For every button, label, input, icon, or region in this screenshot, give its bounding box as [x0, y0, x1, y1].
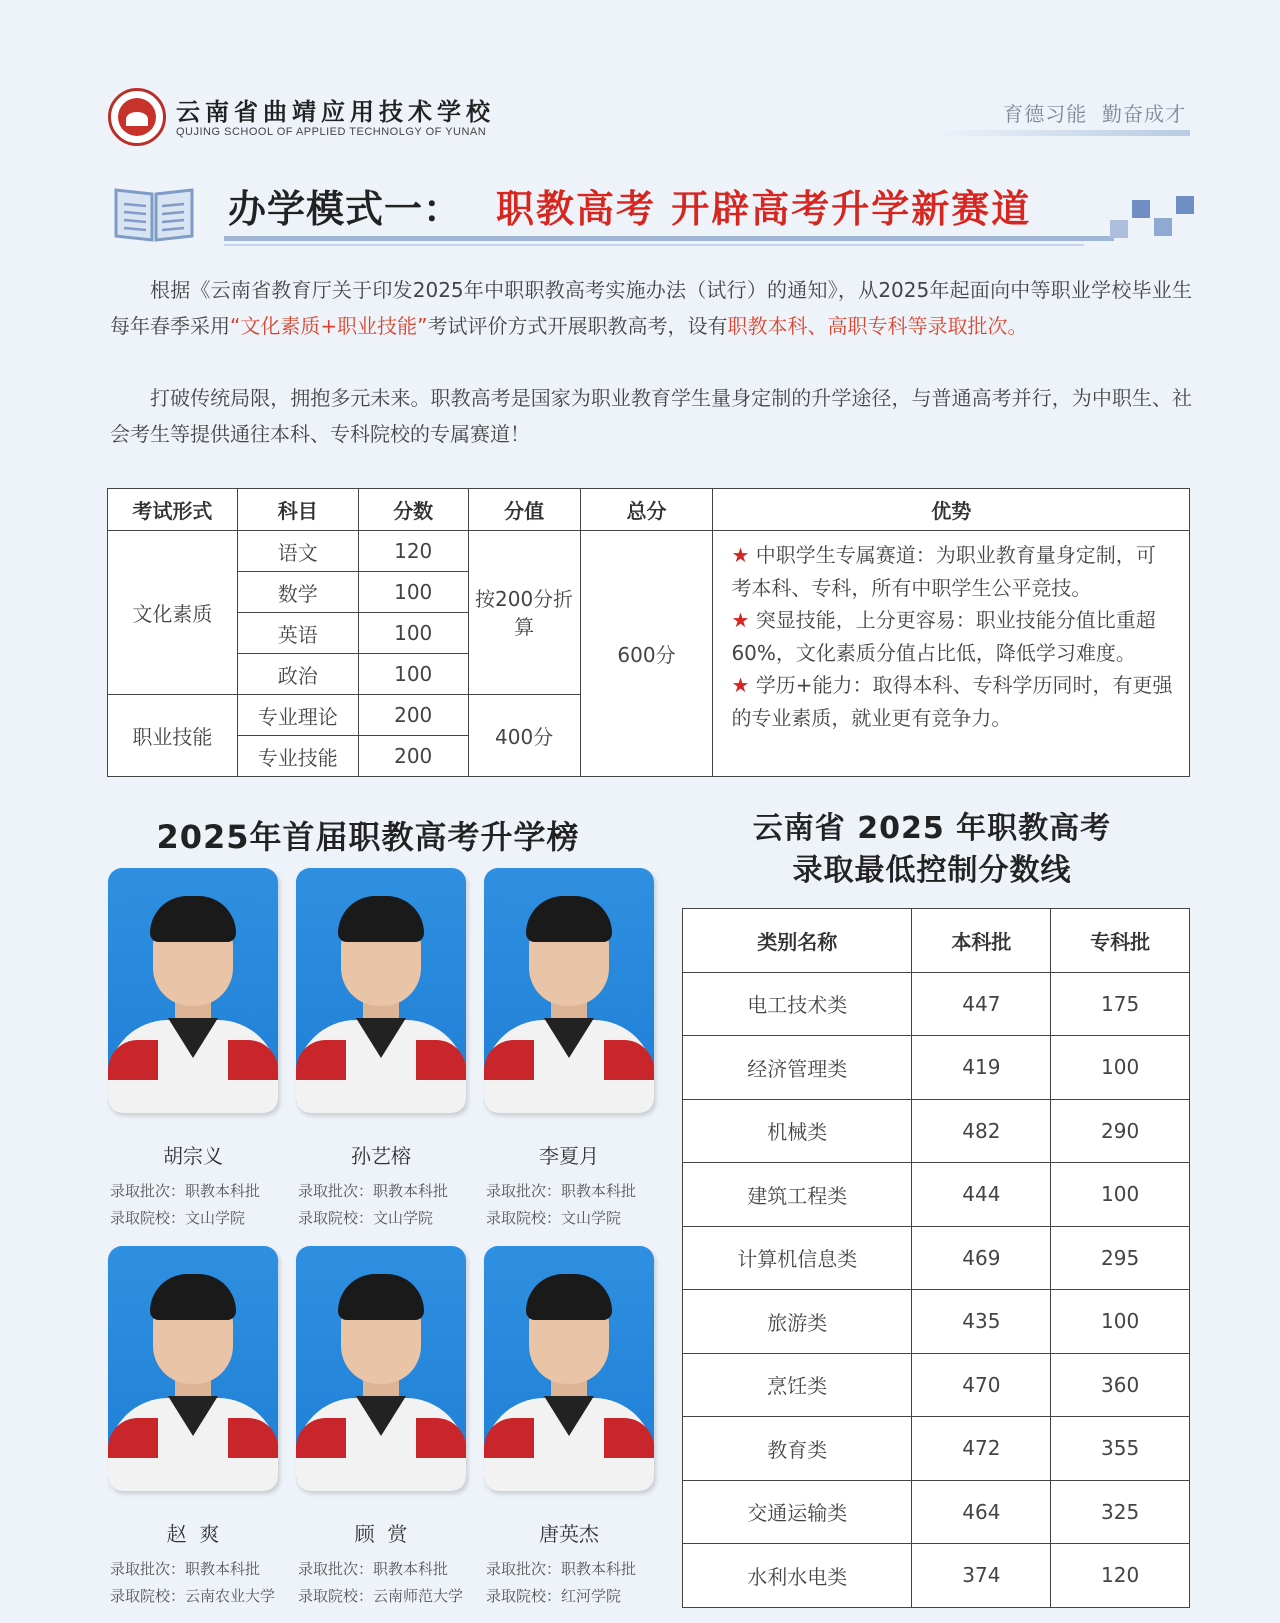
table-row: [683, 1099, 1190, 1163]
student-school: 录取院校：文山学院: [298, 1209, 434, 1227]
score-line-title: [682, 808, 1182, 892]
student-batch: 录取批次：职教本科批: [298, 1560, 449, 1578]
student-info: [110, 1556, 275, 1610]
header-undergrad: 本科批: [912, 909, 1051, 973]
advantage-item: [731, 604, 1175, 669]
student-batch: 录取批次：职教本科批: [110, 1182, 261, 1200]
score-line-table: [682, 908, 1190, 1608]
college-score-cell: 355: [1051, 1417, 1190, 1481]
college-score-cell: 325: [1051, 1480, 1190, 1544]
undergrad-score-cell: 447: [912, 972, 1051, 1036]
student-info: [298, 1556, 463, 1610]
college-score-cell: 295: [1051, 1226, 1190, 1290]
section-title-highlight: 职教高考 开辟高考升学新赛道: [496, 187, 1032, 231]
school-logo-icon: [108, 88, 166, 146]
category-cell: 机械类: [683, 1099, 912, 1163]
student-name: 唐英杰: [539, 1522, 599, 1546]
category-cell: 交通运输类: [683, 1480, 912, 1544]
intro-highlight-1: “文化素质+职业技能”: [230, 314, 428, 338]
score-cell: 120: [358, 531, 468, 572]
undergrad-score-cell: 470: [912, 1353, 1051, 1417]
student-school: 录取院校：云南农业大学: [110, 1587, 276, 1605]
table-row: [683, 1036, 1190, 1100]
student-batch: 录取批次：职教本科批: [486, 1560, 637, 1578]
college-score-cell: 360: [1051, 1353, 1190, 1417]
header-score: 分数: [358, 489, 468, 531]
section-title-prefix: 办学模式一：: [228, 187, 463, 231]
title-underline-thin: [224, 244, 1084, 246]
star-icon: ★: [731, 543, 750, 567]
subject-cell: 语文: [237, 531, 358, 572]
table-row: [683, 1163, 1190, 1227]
score-table-header: [683, 909, 1190, 973]
subject-cell: 专业技能: [237, 736, 358, 777]
section-title: [112, 172, 1192, 254]
header-value: 分值: [468, 489, 580, 531]
category-cell: 教育类: [683, 1417, 912, 1481]
table-row: [683, 972, 1190, 1036]
score-cell: 100: [358, 654, 468, 695]
undergrad-score-cell: 469: [912, 1226, 1051, 1290]
category-cell: 旅游类: [683, 1290, 912, 1354]
category-cell: 计算机信息类: [683, 1226, 912, 1290]
student-name: 李夏月: [539, 1144, 599, 1168]
student-name: 赵 爽: [166, 1522, 220, 1546]
student-info: [486, 1556, 636, 1610]
student-name: 胡宗义: [163, 1144, 223, 1168]
header-subject: 科目: [237, 489, 358, 531]
title-underline: [224, 236, 1114, 241]
category-cell: 水利水电类: [683, 1544, 912, 1608]
student-school: 录取院校：文山学院: [486, 1209, 622, 1227]
student-name: 孙艺榕: [351, 1144, 411, 1168]
intro-text-1b: 考试评价方式开展职教高考，设有: [427, 314, 728, 338]
intro-highlight-2: 职教本科、高职专科等录取批次。: [727, 314, 1028, 338]
category-cell: 烹饪类: [683, 1353, 912, 1417]
intro-text-1a: 根据《云南省教育厅关于印发2025年中职职教高考实施办法（试行）的通知》，从2025年起面向中等职业学校毕业生每年春季采用: [110, 278, 1192, 338]
header-college: 专科批: [1051, 909, 1190, 973]
college-score-cell: 100: [1051, 1163, 1190, 1227]
culture-value-text: 按200分折算: [475, 586, 574, 639]
advantage-text: 学历+能力：取得本科、专科学历同时，有更强的专业素质，就业更有竞争力。: [731, 673, 1173, 730]
intro-paragraph-1: [110, 272, 1192, 344]
student-batch: 录取批次：职教本科批: [486, 1182, 637, 1200]
culture-value: [468, 531, 580, 695]
category-cell: 电工技术类: [683, 972, 912, 1036]
score-cell: 200: [358, 695, 468, 736]
header-category: 类别名称: [683, 909, 912, 973]
student-batch: 录取批次：职教本科批: [298, 1182, 449, 1200]
intro-paragraph-2: 打破传统局限，拥抱多元未来。职教高考是国家为职业教育学生量身定制的升学途径，与普通高考并行，为中职生、社会考生等提供通往本科、专科院校的专属赛道！: [110, 386, 1192, 446]
undergrad-score-cell: 444: [912, 1163, 1051, 1227]
student-photo: [108, 1246, 278, 1491]
college-score-cell: 290: [1051, 1099, 1190, 1163]
college-score-cell: 120: [1051, 1544, 1190, 1608]
header-advantage: 优势: [713, 489, 1190, 531]
student-school: 录取院校：云南师范大学: [298, 1587, 464, 1605]
table-row: [683, 1480, 1190, 1544]
school-header: [108, 86, 1190, 146]
student-name: 顾 赏: [354, 1522, 408, 1546]
category-cell: 经济管理类: [683, 1036, 912, 1100]
college-score-cell: 100: [1051, 1036, 1190, 1100]
skill-label: 职业技能: [108, 695, 238, 777]
table-row: [683, 1544, 1190, 1608]
student-photo: [296, 868, 466, 1113]
subject-cell: 政治: [237, 654, 358, 695]
score-title-line-1: 云南省 2025 年职教高考: [752, 811, 1112, 846]
score-cell: 100: [358, 572, 468, 613]
score-title-line-2: 录取最低控制分数线: [792, 853, 1072, 888]
table-row: [108, 531, 1190, 572]
table-row: [683, 1353, 1190, 1417]
category-cell: 建筑工程类: [683, 1163, 912, 1227]
advantage-text: 突显技能，上分更容易：职业技能分值比重超 60%，文化素质分值占比低，降低学习难度。: [731, 608, 1156, 665]
student-info: [486, 1178, 636, 1232]
undergrad-score-cell: 435: [912, 1290, 1051, 1354]
undergrad-score-cell: 464: [912, 1480, 1051, 1544]
undergrad-score-cell: 472: [912, 1417, 1051, 1481]
culture-label: 文化素质: [108, 531, 238, 695]
advantage-item: [731, 669, 1175, 734]
school-motto: 育德习能 勤奋成才: [1003, 102, 1186, 126]
student-info: [110, 1178, 260, 1232]
student-batch: 录取批次：职教本科批: [110, 1560, 261, 1578]
student-photo: [484, 1246, 654, 1491]
student-school: 录取院校：文山学院: [110, 1209, 246, 1227]
undergrad-score-cell: 419: [912, 1036, 1051, 1100]
header-total: 总分: [580, 489, 713, 531]
student-school: 录取院校：红河学院: [486, 1587, 622, 1605]
advantage-text: 中职学生专属赛道：为职业教育量身定制，可考本科、专科，所有中职学生公平竞技。: [731, 543, 1156, 600]
student-photo: [484, 868, 654, 1113]
undergrad-score-cell: 482: [912, 1099, 1051, 1163]
table-row: [683, 1290, 1190, 1354]
total-score: 600分: [580, 531, 713, 777]
advantage-item: [731, 539, 1175, 604]
subject-cell: 英语: [237, 613, 358, 654]
score-cell: 100: [358, 613, 468, 654]
subject-cell: 专业理论: [237, 695, 358, 736]
book-icon: [112, 180, 196, 244]
motto-underline: [930, 130, 1190, 136]
college-score-cell: 100: [1051, 1290, 1190, 1354]
subject-cell: 数学: [237, 572, 358, 613]
exam-structure-table: [107, 488, 1190, 777]
star-icon: ★: [731, 608, 750, 632]
ranking-title: 2025年首届职教高考升学榜: [156, 818, 580, 856]
table-row: [683, 1417, 1190, 1481]
student-photo: [296, 1246, 466, 1491]
college-score-cell: 175: [1051, 972, 1190, 1036]
skill-value: 400分: [468, 695, 580, 777]
school-name-cn: 云南省曲靖应用技术学校: [176, 97, 495, 126]
score-cell: 200: [358, 736, 468, 777]
school-name-en: QUJING SCHOOL OF APPLIED TECHNOLGY OF YUNAN: [176, 126, 487, 138]
undergrad-score-cell: 374: [912, 1544, 1051, 1608]
decorative-squares: [1092, 194, 1202, 244]
header-exam-form: 考试形式: [108, 489, 238, 531]
advantages-cell: [713, 531, 1190, 777]
student-info: [298, 1178, 448, 1232]
star-icon: ★: [731, 673, 750, 697]
student-photo: [108, 868, 278, 1113]
table-row: [683, 1226, 1190, 1290]
exam-table-header: [108, 489, 1190, 531]
